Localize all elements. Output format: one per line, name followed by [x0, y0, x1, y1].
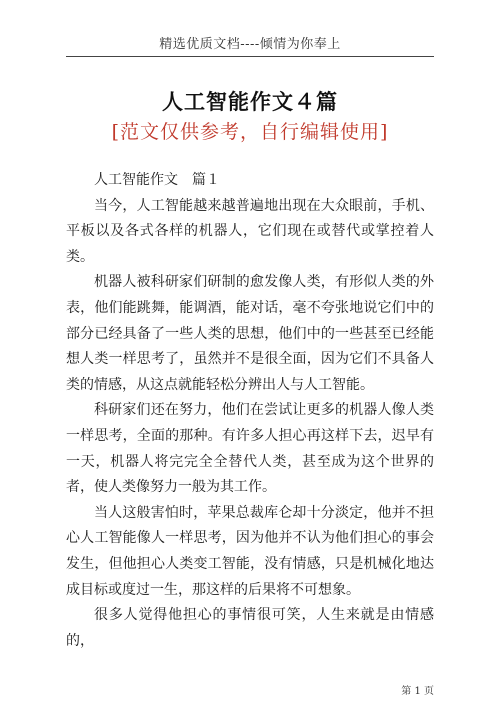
section-heading: 人工智能作文 篇１: [94, 172, 220, 188]
paragraph-3: 科研家们还在努力，他们在尝试让更多的机器人像人类一样思考，全面的那种。有许多人担心再这样下去，迟早有一天，机器人将完完全全替代人类，甚至成为这个世界的者，使人类像努力一般为其工作。: [66, 402, 434, 496]
paragraph-4: 当人这般害怕时，苹果总裁库仑却十分淡定，他并不担心人工智能像人一样思考，因为他并不认为他们担心的事会发生，但他担心人类变工智能，没有情感，只是机械化地达成目标或度过一生，那这样的后果将不可想象。: [66, 504, 434, 598]
document-body: [66, 168, 434, 654]
page-number: 第 1 页: [401, 686, 434, 697]
document-title: 人工智能作文４篇: [162, 89, 338, 114]
document-subtitle: [范文仅供参考，自行编辑使用]: [111, 121, 389, 143]
page-header: 精选优质文档----倾情为你奉上: [159, 37, 341, 52]
paragraph-5: 很多人觉得他担心的事情很可笑，人生来就是由情感的，: [66, 607, 434, 649]
paragraph-1: 当今，人工智能越来越普遍地出现在大众眼前，手机、平板以及各式各样的机器人，它们现在或替代或掌控着人类。: [66, 197, 434, 265]
header-divider: [66, 56, 434, 57]
paragraph-2: 机器人被科研家们研制的愈发像人类，有形似人类的外表，他们能跳舞，能调酒，能对话，毫不夸张地说它们中的部分已经具备了一些人类的思想，他们中的一些甚至已经能想人类一样思考了，虽然并不是很全面，因为它们不具备人类的情感，从这点就能轻松分辨出人与人工智能。: [66, 274, 434, 393]
